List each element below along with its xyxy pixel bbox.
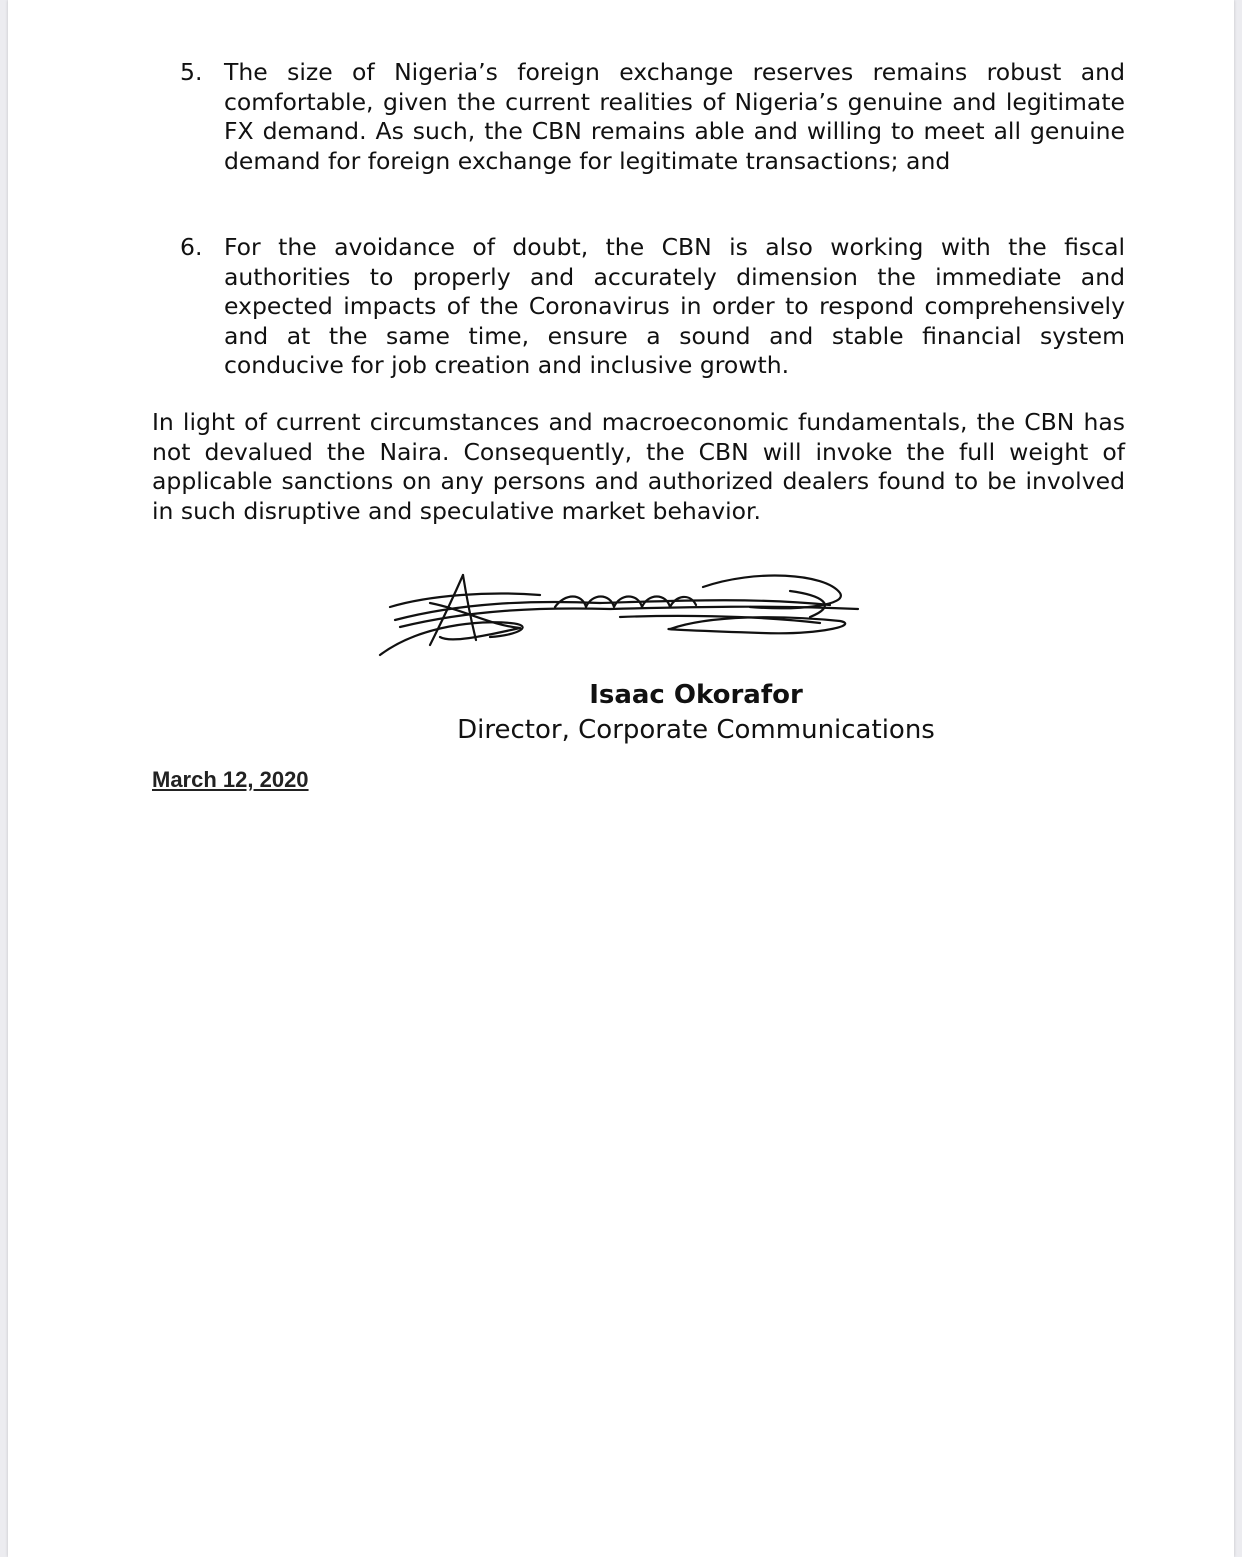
- document-date: March 12, 2020: [152, 767, 309, 792]
- list-item-6: [180, 233, 1125, 381]
- signer-name: Isaac Okorafor: [589, 680, 803, 710]
- closing-paragraph: In light of current circumstances and macroeconomic fundamentals, the CBN has not devalued the Naira. Consequently, the CBN will invoke the full weight of applicable sanctions on any persons and authorized dealers found to be involved in such disruptive and speculative market behavior.: [152, 408, 1125, 525]
- list-number: 5.: [180, 58, 203, 86]
- list-number: 6.: [180, 233, 203, 261]
- document-page: [8, 0, 1234, 1557]
- signature-image: [370, 565, 880, 665]
- list-text: The size of Nigeria’s foreign exchange reserves remains robust and comfortable, given the current realities of Nigeria’s genuine and legitimate FX demand. As such, the CBN remains able and willing to meet all genuine demand for foreign exchange for legitimate transactions; and: [224, 58, 1125, 175]
- list-text: For the avoidance of doubt, the CBN is also working with the fiscal authorities to properly and accurately dimension the immediate and expected impacts of the Coronavirus in order to respond comprehensively and at the same time, ensure a sound and stable financial system conducive for job creation and inclusive growth.: [224, 233, 1125, 379]
- list-item-5: [180, 58, 1125, 176]
- signer-title: Director, Corporate Communications: [457, 715, 935, 745]
